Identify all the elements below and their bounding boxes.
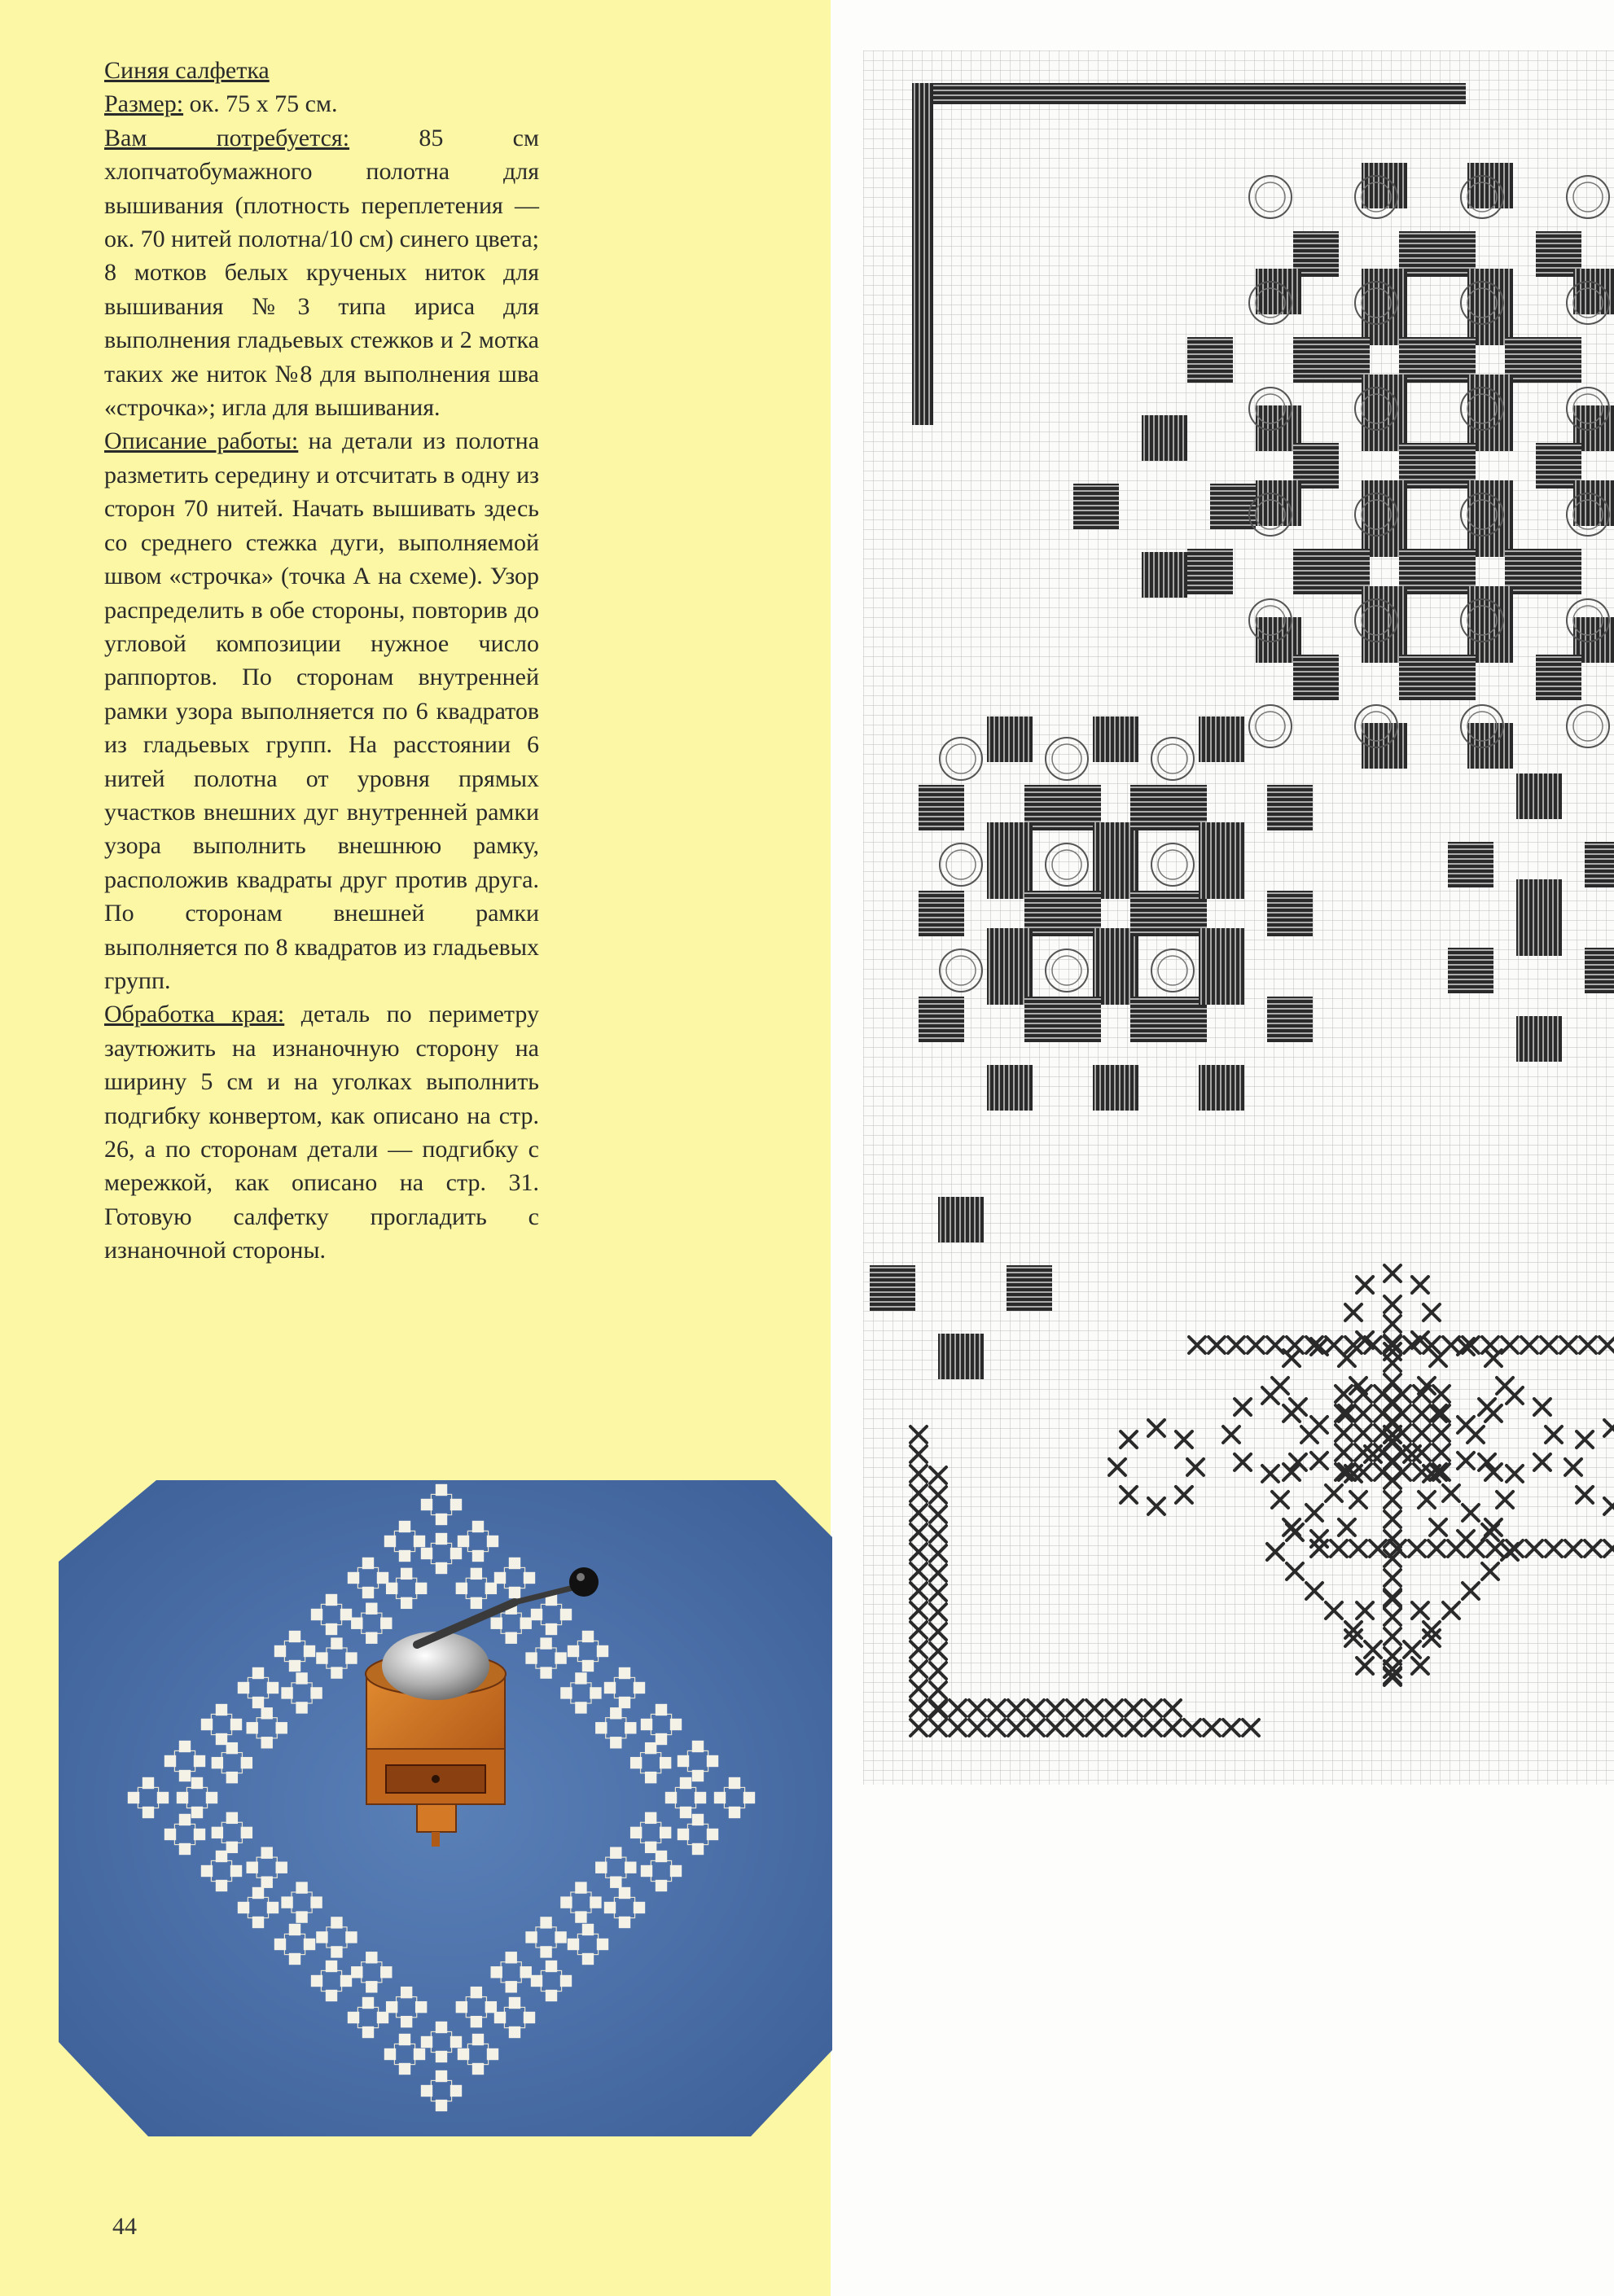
embroidery-chart [863, 50, 1614, 1785]
article-title: Синяя салфетка [104, 57, 270, 84]
size-value: ок. 75 х 75 см. [183, 90, 338, 118]
edge-label: Обработка края: [104, 1001, 285, 1028]
materials-text: 85 см хлопчатобумажного полотна для вышивания (плотность переплетения — ок. 70 нитей полотна/10 см) синего цвета; 8 мотков белых крученых ниток для вышивания №3 типа ириса для выполнения гладьевых стежков и 2 мотка таких же ниток №8 для выполнения шва «строчка»; игла для вышивания. [104, 124, 539, 422]
edge-text: деталь по периметру заутюжить на изнаночную сторону на ширину 5 см и на уголках выполнить подгибку конвертом, как описано на стр. 26, а по сторонам детали — подгибку с мережкой, как описано на стр. 31. Готовую салфетку прогладить с изнаночной стороны. [104, 1001, 539, 1264]
napkin-photo [59, 1480, 832, 2136]
description-text: на детали из полотна разметить середину и отсчитать в одну из сторон 70 нитей. Начать вышивать здесь со среднего стежка дуги, выполняемой швом «строчка» (точка А на схеме). Узор распределить в обе стороны, повторив до угловой композиции нужное число раппортов. По сторонам внутренней рамки узора выполняется по 6 квадратов из гладьевых групп. На расстоянии 6 нитей полотна от уровня прямых участков внешних дуг внутренней рамки узора выполнить внешнюю рамку, расположив квадраты друг против друга. По сторонам внешней рамки выполняется по 8 квадратов из гладьевых групп. [104, 427, 540, 994]
size-label: Размер: [104, 90, 184, 118]
materials-label: Вам потребуется: [104, 124, 350, 151]
description-label: Описание работы: [104, 427, 299, 455]
page-number: 44 [112, 2213, 137, 2240]
article-text [104, 54, 539, 1268]
